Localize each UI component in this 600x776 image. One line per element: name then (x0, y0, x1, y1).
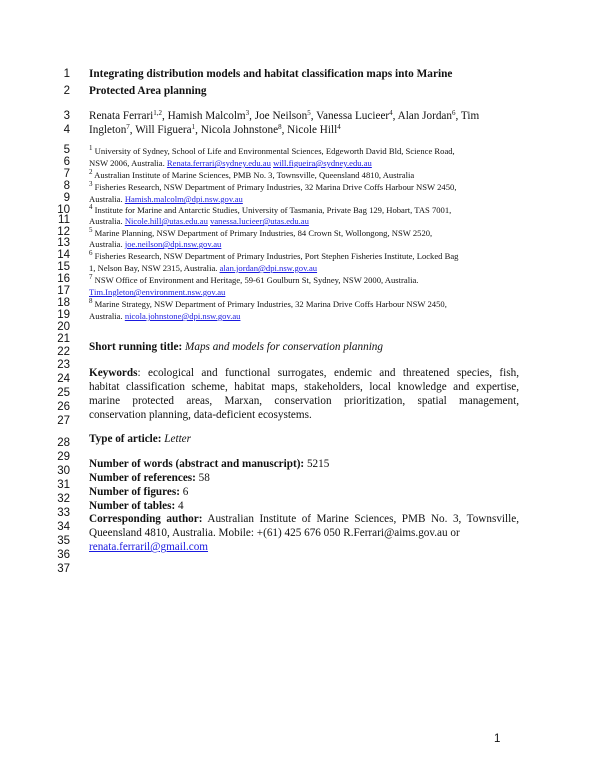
author-affiliation: 6 (452, 109, 456, 117)
affiliation-1-continued (89, 158, 519, 168)
table-count (89, 500, 519, 512)
line-number: 14 (57, 249, 70, 261)
corresponding-author-text: or (447, 527, 460, 539)
article-type-value: Letter (161, 433, 192, 445)
line-number: 18 (57, 297, 70, 309)
corresponding-author-text: Australian Institute of Marine Sciences, PMB No. 3, Townsville, (202, 513, 520, 525)
affiliation-4-continued (89, 216, 519, 226)
affiliation-1 (89, 146, 519, 156)
affiliation-text: NSW Office of Environment and Heritage, 59-61 Goulburn St, Sydney, NSW 2000, Australia. (92, 275, 419, 285)
line-number: 31 (57, 479, 70, 491)
line-number: 27 (57, 415, 70, 427)
email-link[interactable]: alan.jordan@dpi.nsw.gov.au (219, 263, 318, 273)
paper-title-line-2: Protected Area planning (89, 85, 207, 97)
reference-count-label: Number of references: (89, 472, 196, 484)
affiliation-8 (89, 299, 519, 309)
corresponding-author-line-2 (89, 527, 519, 539)
email-link[interactable]: Nicole.hill@utas.edu.au (124, 216, 208, 226)
affiliation-marker: 5 (89, 226, 93, 234)
line-number: 26 (57, 401, 70, 413)
line-number: 13 (57, 237, 70, 249)
affiliation-marker: 2 (89, 168, 93, 176)
email-link[interactable]: Hamish.malcolm@dpi.nsw.gov.au (124, 194, 243, 204)
affiliation-3 (89, 182, 519, 192)
affiliation-text: 1, Nelson Bay, NSW 2315, Australia. (89, 263, 220, 273)
author-name: , Vanessa Lucieer (310, 110, 390, 122)
corresponding-author-text: Queensland 4810, Australia. Mobile: +(61) 425 676 050 R.Ferrari@aims.gov.au (89, 527, 448, 539)
line-number: 19 (57, 309, 70, 321)
article-type (89, 433, 519, 445)
author-affiliation: 7 (126, 123, 130, 131)
keywords-line-1 (89, 367, 519, 379)
figure-count (89, 486, 519, 498)
affiliation-text: Australia. (89, 239, 125, 249)
author-name: , Tim (455, 110, 480, 122)
table-count-label: Number of tables: (89, 500, 176, 512)
line-number: 35 (57, 535, 70, 547)
keywords-label: Keywords (89, 367, 138, 379)
email-link[interactable]: Tim.Ingleton@environment.nsw.gov.au (89, 287, 226, 297)
running-title-value: Maps and models for conservation planning (182, 341, 383, 353)
line-number: 17 (57, 285, 70, 297)
line-number: 6 (63, 156, 70, 168)
line-number: 12 (57, 226, 70, 238)
affiliation-text: Fisheries Research, NSW Department of Primary Industries, 32 Marina Drive Coffs Harbour NSW 2450, (92, 182, 457, 192)
line-number: 37 (57, 563, 70, 575)
reference-count-value: 58 (195, 472, 210, 484)
affiliation-marker: 3 (89, 180, 93, 188)
email-link[interactable]: nicola.johnstone@dpi.nsw.gov.au (124, 311, 241, 321)
word-count-value: 5215 (304, 458, 330, 470)
affiliation-text: Australia. (89, 194, 125, 204)
line-number: 7 (63, 168, 70, 180)
author-list (89, 110, 519, 122)
author-affiliation: 5 (307, 109, 311, 117)
line-number: 9 (63, 192, 70, 204)
affiliation-6 (89, 251, 519, 261)
line-number: 5 (63, 144, 70, 156)
affiliation-marker: 4 (89, 203, 93, 211)
article-type-label: Type of article: (89, 433, 162, 445)
line-number: 1 (63, 68, 70, 80)
line-number: 25 (57, 387, 70, 399)
corresponding-author-line-1 (89, 513, 519, 525)
line-number: 10 (57, 204, 70, 216)
affiliation-marker: 8 (89, 297, 93, 305)
line-number: 36 (57, 549, 70, 561)
affiliation-text: Fisheries Research, NSW Department of Primary Industries, Port Stephen Fisheries Institute, Locked Bag (92, 251, 459, 261)
keywords-line-4: conservation planning, data-deficient ecosystems. (89, 409, 312, 421)
word-count (89, 458, 519, 470)
affiliation-marker: 6 (89, 249, 93, 257)
line-number: 20 (57, 321, 70, 333)
line-number: 4 (63, 124, 70, 136)
email-link[interactable]: renata.ferraril@gmail.com (89, 541, 209, 553)
author-affiliation: 8 (278, 123, 282, 131)
affiliation-7-continued (89, 287, 519, 297)
line-number: 22 (57, 346, 70, 358)
line-number: 21 (57, 333, 70, 345)
running-title-label: Short running title: (89, 341, 183, 353)
line-number: 11 (58, 214, 70, 226)
line-number: 30 (57, 465, 70, 477)
email-link[interactable]: vanessa.lucieer@utas.edu.au (210, 216, 309, 226)
affiliation-marker: 7 (89, 273, 93, 281)
affiliation-text: Marine Strategy, NSW Department of Primary Industries, 32 Marina Drive Coffs Harbour NSW 2450, (92, 299, 447, 309)
line-number: 33 (57, 507, 70, 519)
affiliation-text: NSW 2006, Australia. (89, 158, 167, 168)
author-list-continued (89, 124, 519, 136)
affiliation-text: Australia. (89, 311, 125, 321)
affiliation-2 (89, 170, 519, 180)
author-name: Ingleton (89, 124, 127, 136)
keywords-line-2: habitat classification scheme, habitat maps, stakeholders, local knowledge and expertise, (89, 381, 519, 393)
email-link[interactable]: will.figueira@sydney.edu.au (273, 158, 372, 168)
author-name: , Joe Neilson (249, 110, 308, 122)
affiliation-text: Australian Institute of Marine Sciences, PMB No. 3, Townsville, Queensland 4810, Australia (92, 170, 415, 180)
author-name: , Alan Jordan (392, 110, 452, 122)
author-name: , Hamish Malcolm (162, 110, 246, 122)
author-affiliation: 4 (337, 123, 341, 131)
line-number: 29 (57, 451, 70, 463)
affiliation-3-continued (89, 194, 519, 204)
author-affiliation: 1,2 (153, 109, 163, 117)
line-number: 8 (63, 180, 70, 192)
page-number: 1 (494, 733, 501, 745)
line-number: 15 (57, 261, 70, 273)
word-count-label: Number of words (abstract and manuscript): (89, 458, 305, 470)
paper-title-line-1: Integrating distribution models and habitat classification maps into Marine (89, 68, 453, 80)
author-name: , Will Figuera (129, 124, 192, 136)
corresponding-author-label: Corresponding author: (89, 513, 203, 525)
line-number: 28 (57, 437, 70, 449)
line-number: 24 (57, 373, 70, 385)
affiliation-marker: 1 (89, 144, 93, 152)
running-title (89, 341, 519, 353)
author-name: , Nicola Johnstone (195, 124, 279, 136)
line-number: 2 (63, 85, 70, 97)
line-number: 16 (57, 273, 70, 285)
affiliation-text: Australia. (89, 216, 125, 226)
affiliation-text: Marine Planning, NSW Department of Primary Industries, 84 Crown St, Wollongong, NSW 2520, (92, 228, 433, 238)
line-number: 34 (57, 521, 70, 533)
affiliation-4 (89, 205, 519, 215)
affiliation-8-continued (89, 311, 519, 321)
author-affiliation: 4 (389, 109, 393, 117)
affiliation-text: Institute for Marine and Antarctic Studies, University of Tasmania, Private Bag 129, Hobart, TAS 7001, (92, 205, 452, 215)
reference-count (89, 472, 519, 484)
affiliation-6-continued (89, 263, 519, 273)
email-link[interactable]: joe.neilson@dpi.nsw.gov.au (124, 239, 222, 249)
corresponding-author-line-3 (89, 541, 519, 553)
table-count-value: 4 (175, 500, 184, 512)
affiliation-5-continued (89, 239, 519, 249)
email-link[interactable]: Renata.ferrari@sydney.edu.au (166, 158, 271, 168)
author-affiliation: 1 (191, 123, 196, 131)
affiliation-text: University of Sydney, School of Life and Environmental Sciences, Edgeworth David Bld, Science Road, (92, 146, 455, 156)
author-name: , Nicole Hill (281, 124, 338, 136)
author-affiliation: 3 (245, 109, 250, 117)
affiliation-7 (89, 275, 519, 285)
line-number: 3 (63, 110, 70, 122)
author-name: Renata Ferrari (89, 110, 154, 122)
figure-count-label: Number of figures: (89, 486, 180, 498)
keywords-line-3: marine protected areas, Marxan, conservation prioritization, spatial management, (89, 395, 519, 407)
affiliation-5 (89, 228, 519, 238)
keywords-text: : ecological and functional surrogates, endemic and threatened species, fish, (137, 367, 519, 379)
line-number: 23 (57, 359, 70, 371)
figure-count-value: 6 (179, 486, 189, 498)
line-number: 32 (57, 493, 70, 505)
